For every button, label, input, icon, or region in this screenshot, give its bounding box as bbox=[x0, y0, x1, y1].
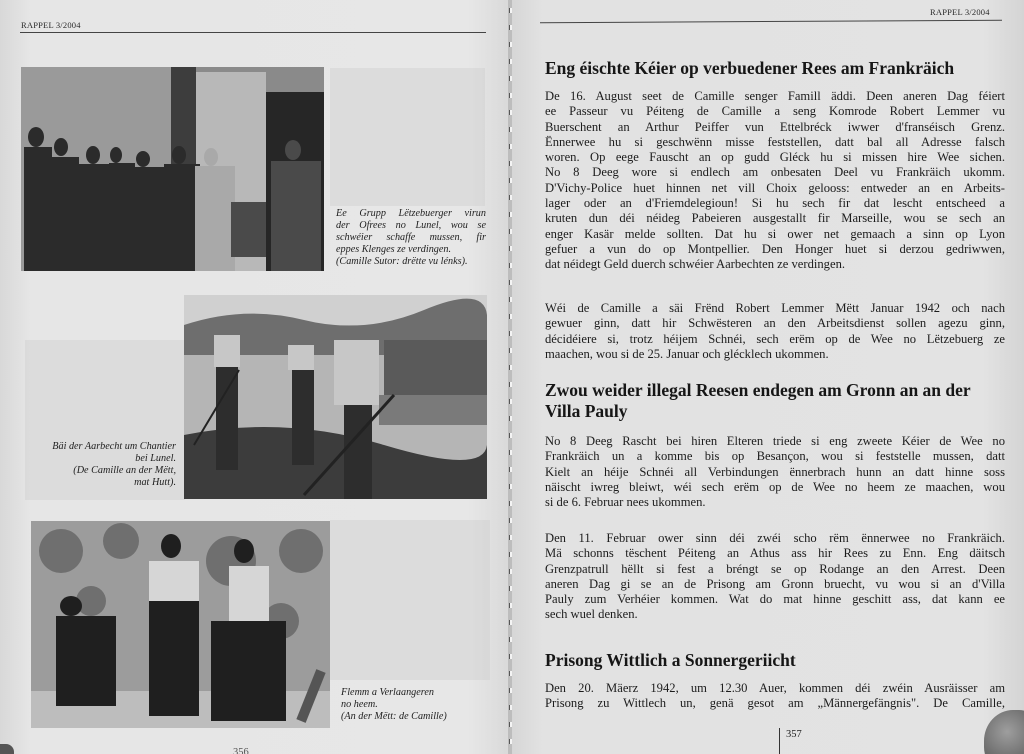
text-line: kruten dun déi néideg Pabeieren ausgestallt fir Marseille, wou se sech an bbox=[545, 211, 1005, 226]
text-line: décidéiere si, trotz héijem Schnéi, sech erëm op de Wee no Lëtzebuerg ze bbox=[545, 331, 1005, 346]
show-through-shadow bbox=[330, 520, 490, 680]
caption-line: Bäi der Aarbecht um Chantier bbox=[52, 441, 176, 452]
section-heading-2 bbox=[545, 380, 1005, 422]
text-line: Buerschent an Arthur Peiffer vun Ettelbréck iwwer d'franséisch Grenz. bbox=[545, 119, 1005, 134]
caption-line: (An der Mëtt: de Camille) bbox=[341, 711, 447, 722]
text-line: dat néidegt Geld duerch schwéier Aarbechten ze verdingen. bbox=[545, 257, 846, 272]
text-line: lager oder an d'Friemdelegioun! Si hu sech fir dat lescht entscheed a bbox=[545, 196, 1005, 211]
caption-line: Flemm a Verlaangeren bbox=[341, 687, 434, 698]
caption-line: Ee Grupp Lëtzebuerger virun bbox=[336, 208, 486, 219]
reader-thumb bbox=[984, 710, 1024, 754]
text-line: Pauly zum Verhéier kommen. Wat do mat hinne geschitt ass, dat kann ee bbox=[545, 592, 1005, 607]
section-3-paragraph-1 bbox=[545, 681, 1005, 712]
text-line: woren. Op eege Fauscht an op gudd Gléck hu si missen hire Wee sichen. bbox=[545, 150, 1005, 165]
photo-workers-at-site bbox=[184, 295, 487, 499]
text-line: Prisong zu Wittlech un, genä gesot am „Männergefängnis". De Camille, bbox=[545, 696, 1005, 711]
text-line: gewuer ginn, datt hir Schwësteren an den Arbeitsdienst sollen agezu ginn, bbox=[545, 316, 1005, 331]
header-rule-left bbox=[20, 32, 486, 33]
text-line: aneren Dag gi se an de Prisong am Gronn bruecht, vu wou si an d'Villa bbox=[545, 576, 1005, 591]
folio-divider bbox=[779, 728, 780, 754]
page-number-left: 356 bbox=[233, 747, 249, 754]
caption-line: (Camille Sutor: drëtte vu lénks). bbox=[336, 256, 468, 267]
text-line: Kielt an héije Schnéi all Verbindungen ënnerbrach hunn an datt hinne soss bbox=[545, 464, 1005, 479]
section-1-paragraph-1 bbox=[545, 89, 1005, 273]
heading-line: Zwou weider illegal Reesen endegen am Gronn an an der bbox=[545, 380, 971, 400]
text-line: näischt iwreg bleiwt, wéi sech erëm op de Wee no heem ze maachen, wou bbox=[545, 479, 1005, 494]
caption-line: (De Camille an der Mëtt, bbox=[73, 465, 176, 476]
text-line: sech wuel denken. bbox=[545, 607, 638, 622]
text-line: De 16. August seet de Camille senger Famill äddi. Deen aneren Dag féiert bbox=[545, 89, 1005, 103]
running-head-right: RAPPEL 3/2004 bbox=[930, 7, 990, 17]
text-line: Frankräich un a komme bis op Besançon, wou si feststelle mussen, datt bbox=[545, 449, 1005, 464]
caption-line: eppes Klenges ze verdingen. bbox=[336, 244, 452, 255]
text-line: ee Passeur vu Péiteng de Camille a seng Komrode Robert Lemmer vu bbox=[545, 104, 1005, 119]
left-page bbox=[0, 0, 509, 754]
text-line: D'Vichy-Police huet hinnen net vill Choix gelooss: entweder an en Arbeits- bbox=[545, 180, 1005, 195]
caption-line: mat Hutt). bbox=[134, 477, 176, 488]
section-2-paragraph-2 bbox=[545, 531, 1005, 623]
photo-1-caption bbox=[336, 208, 486, 268]
text-line: Grenzpatrull hëllt si fest a bréngt se op Rodange an den Arrest. Deen bbox=[545, 561, 1005, 576]
text-line: Den 11. Februar ower sinn déi zwéi scho rëm ënnerwee no Frankräich. bbox=[545, 531, 1005, 545]
header-rule-right bbox=[540, 20, 1002, 23]
text-line: maachen, wou si de 25. Januar och glécklech ukommen. bbox=[545, 346, 829, 361]
photo-3-caption bbox=[341, 687, 501, 723]
section-1-paragraph-2 bbox=[545, 301, 1005, 362]
caption-line: no heem. bbox=[341, 699, 378, 710]
caption-line: der Ofrees no Lunel, wou se bbox=[336, 220, 486, 231]
photo-group-of-men bbox=[21, 67, 324, 271]
caption-line: schwéier schaffe mussen, fir bbox=[336, 232, 486, 243]
photo-three-men-resting bbox=[31, 521, 330, 728]
page-number-right: 357 bbox=[786, 729, 802, 740]
section-heading-3: Prisong Wittlich a Sonnergeriicht bbox=[545, 650, 796, 670]
text-line: si de 6. Februar nees ukommen. bbox=[545, 495, 706, 510]
photo-2-caption bbox=[24, 441, 176, 489]
text-line: enger Kasär melde sollten. Dat hu si ower net gemaach a sinn op Lyon bbox=[545, 226, 1005, 241]
section-2-paragraph-1 bbox=[545, 434, 1005, 510]
page-corner-shadow bbox=[0, 744, 14, 754]
text-line: Den 20. Mäerz 1942, um 12.30 Auer, kommen déi zwéin Ausräisser am bbox=[545, 681, 1005, 695]
heading-line: Villa Pauly bbox=[545, 401, 628, 421]
text-line: No 8 Deeg wore si endlech am onbesaten Deel vu Frankräich ukomm. bbox=[545, 165, 1005, 180]
text-line: Mä schonns tëschent Péiteng an Athus ass hir Rees zu Enn. Eng däitsch bbox=[545, 546, 1005, 561]
text-line: Ënnerwee hu si geschwënn misse feststellen, datt bal all Adresse falsch bbox=[545, 134, 1005, 149]
text-line: No 8 Deeg Rascht bei hiren Elteren triede si eng zweete Kéier de Wee no bbox=[545, 434, 1005, 448]
running-head-left: RAPPEL 3/2004 bbox=[21, 20, 81, 30]
section-heading-1: Eng éischte Kéier op verbuedener Rees am Frankräich bbox=[545, 58, 955, 78]
text-line: gefuer a vun do op Montpellier. Den Honger huet si derzou gedriwwen, bbox=[545, 241, 1005, 256]
caption-line: bei Lunel. bbox=[135, 453, 176, 464]
text-line: Wéi de Camille a säi Frënd Robert Lemmer Mëtt Januar 1942 och nach bbox=[545, 301, 1005, 315]
show-through-shadow bbox=[330, 68, 485, 206]
